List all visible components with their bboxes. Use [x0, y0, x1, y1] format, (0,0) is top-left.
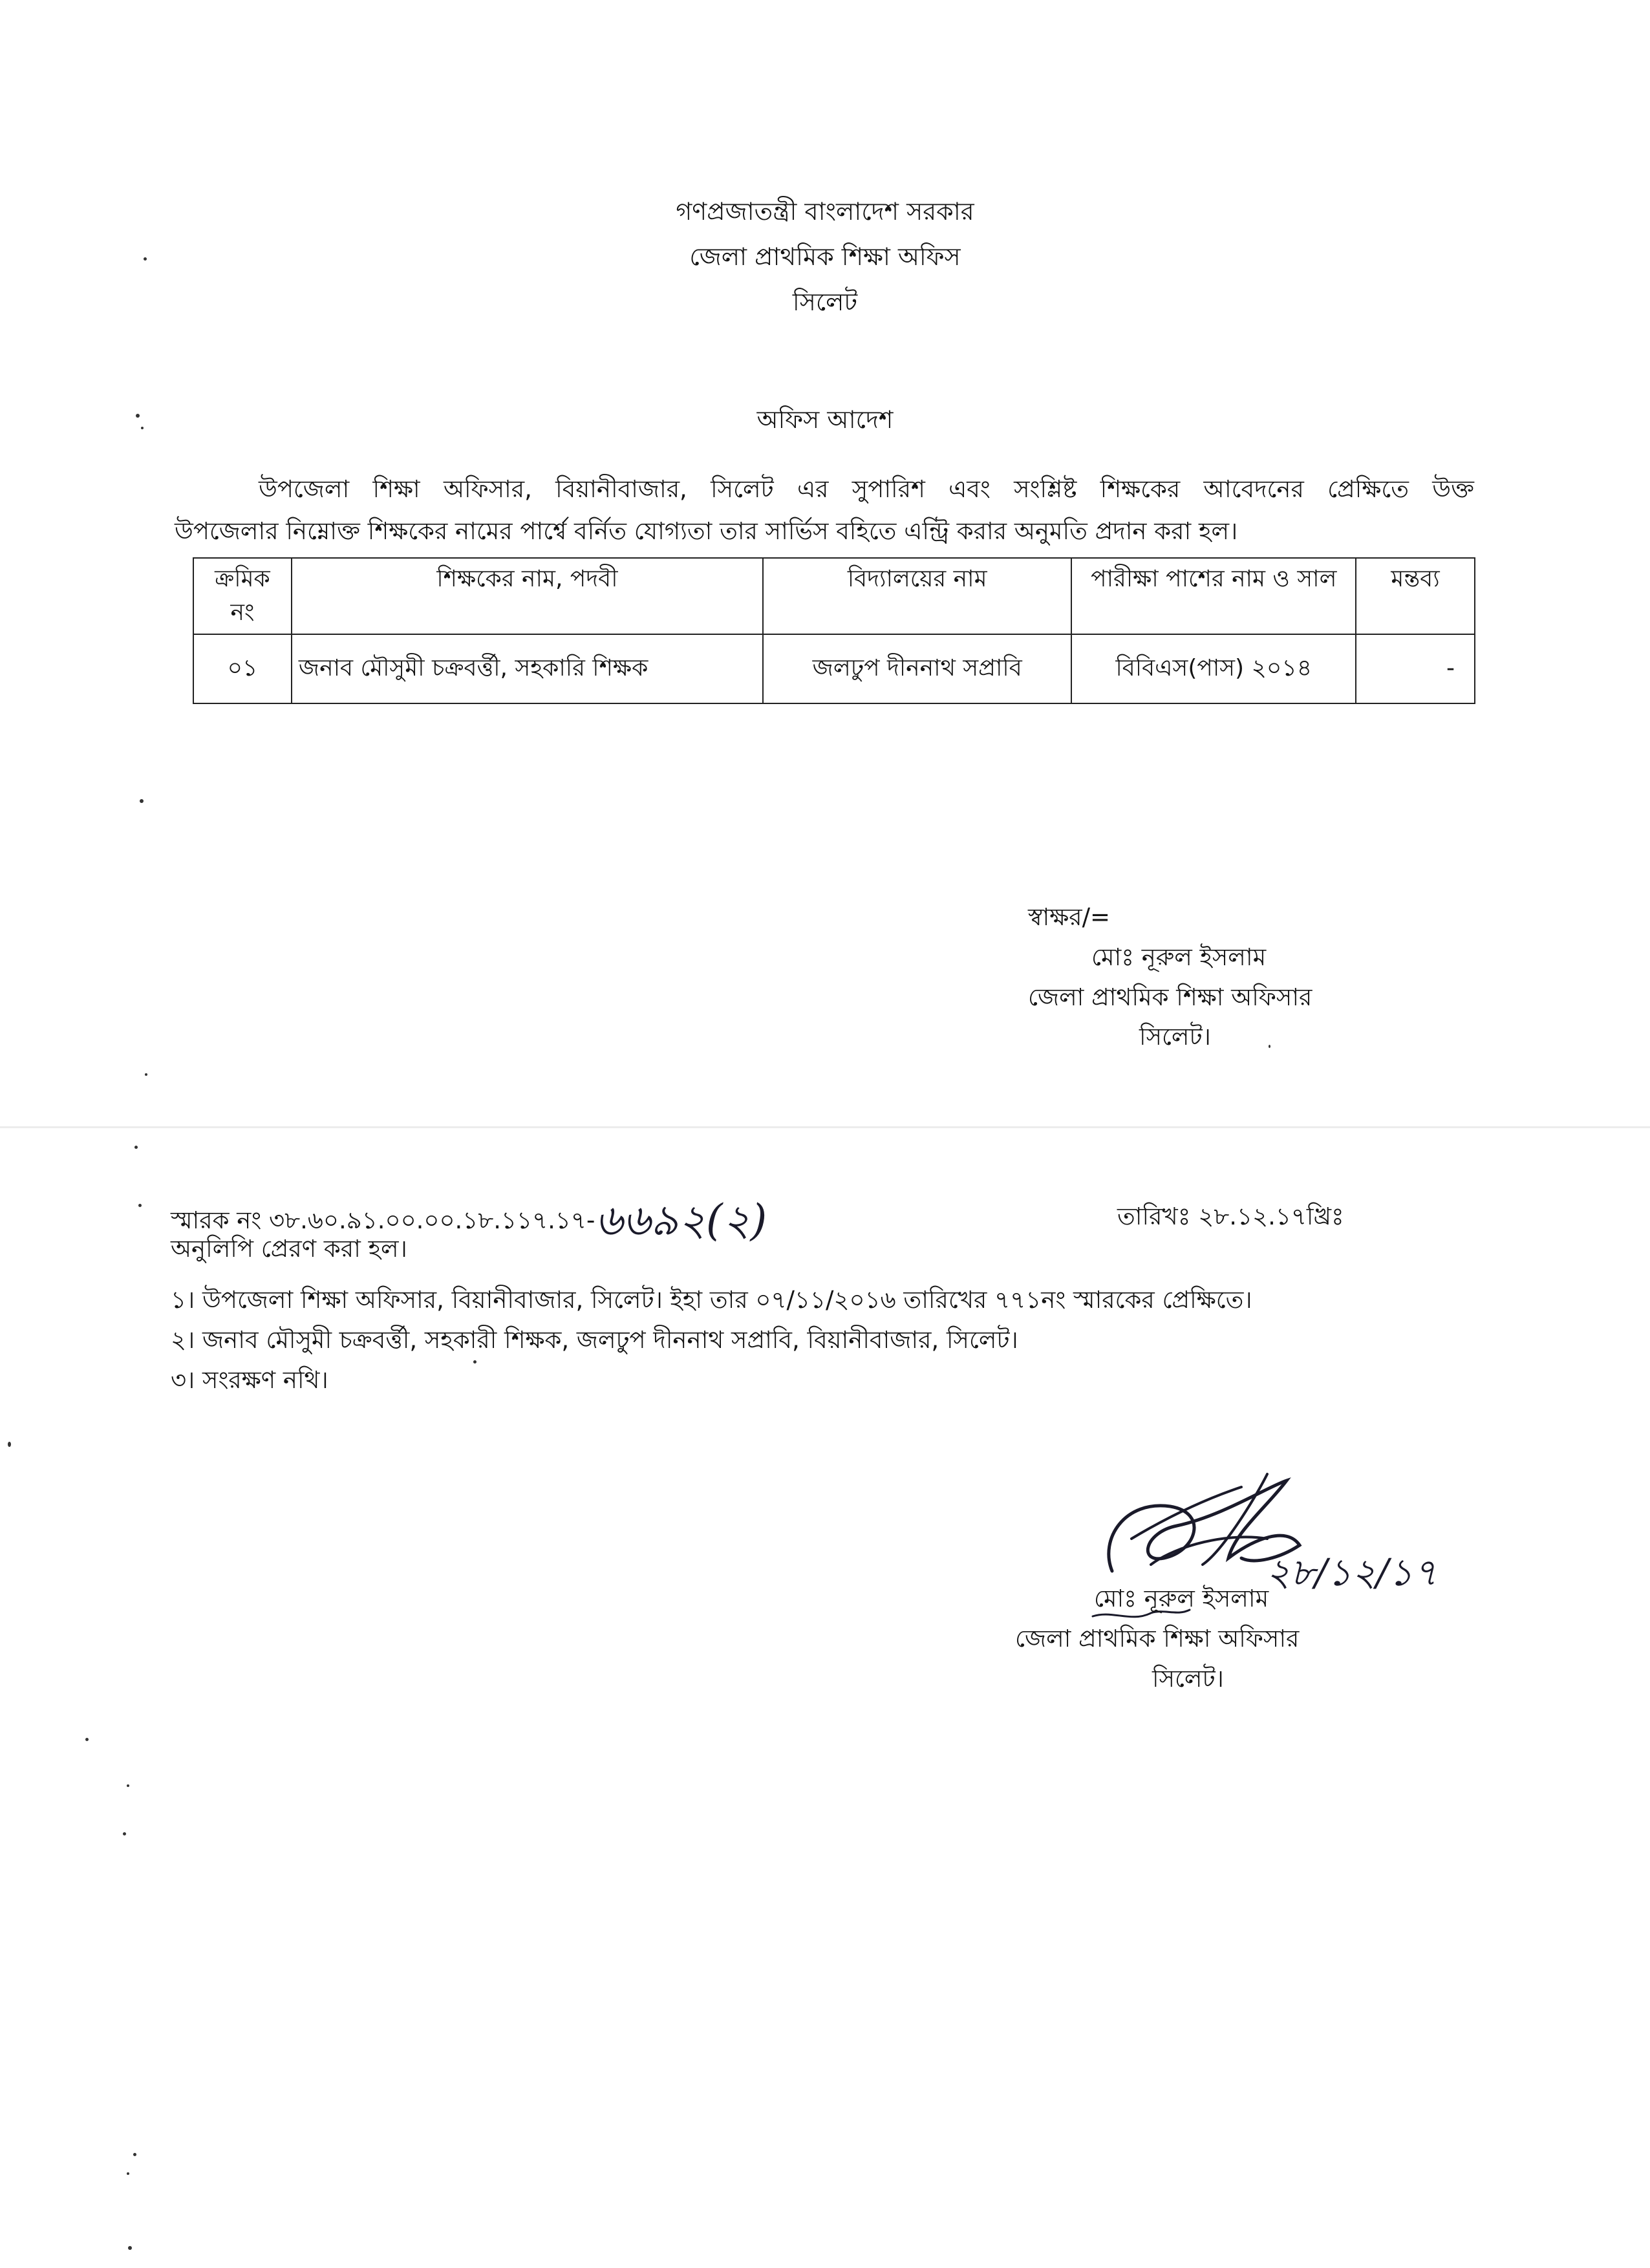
scan-speck — [127, 2172, 129, 2175]
scan-speck — [1269, 1045, 1270, 1048]
scan-speck — [145, 1073, 147, 1076]
cc-item-2: ২। জনাব মৌসুমী চক্রবর্ত্তী, সহকারী শিক্ষক, জলঢুপ দীননাথ সপ্রাবি, বিয়ানীবাজার, সিলেট। — [171, 1326, 1018, 1354]
scan-speck — [144, 257, 147, 261]
table-header-row — [193, 558, 1475, 634]
header-exam-year: পারীক্ষা পাশের নাম ও সাল — [1071, 558, 1356, 634]
cc-intro: অনুলিপি প্রেরণ করা হল। — [171, 1235, 407, 1263]
officer-name-1: মোঃ নূরুল ইসলাম — [1091, 943, 1267, 971]
scan-speck — [85, 1738, 89, 1741]
cell-serial: ০১ — [193, 634, 292, 703]
order-body-line-2: উপজেলার নিম্নোক্ত শিক্ষকের নামের পার্শ্বে বর্নিত যোগ্যতা তার সার্ভিস বহিতে এন্ট্রি করার অনুমতি প্রদান করা হল। — [175, 517, 1238, 545]
header-office: জেলা প্রাথমিক শিক্ষা অফিস — [689, 242, 961, 271]
order-body-line-1: উপজেলা শিক্ষা অফিসার, বিয়ানীবাজার, সিলেট এর সুপারিশ এবং সংশ্লিষ্ট শিক্ষকের আবেদনের প্রেক্ষিতে উক্ত — [259, 475, 1474, 503]
cell-school-name: জলঢুপ দীননাথ সপ্রাবি — [763, 634, 1072, 703]
header-school-name: বিদ্যালয়ের নাম — [763, 558, 1072, 634]
header-remarks: মন্তব্য — [1356, 558, 1475, 634]
scan-speck — [136, 414, 140, 418]
cell-remarks: - — [1356, 634, 1475, 703]
scan-speck — [128, 2246, 132, 2250]
officer-designation-1: জেলা প্রাথমিক শিক্ষা অফিসার — [1028, 983, 1312, 1011]
scan-speck — [141, 427, 144, 429]
scan-speck — [134, 1146, 138, 1149]
header-serial: ক্রমিক নং — [193, 558, 292, 634]
scan-speck — [123, 1832, 126, 1835]
teacher-table — [193, 557, 1475, 704]
signature-date-handwritten: ২৮/১২/১৭ — [1266, 1550, 1438, 1594]
header-teacher-name: শিক্ষকের নাম, পদবী — [292, 558, 763, 634]
memo-number-handwritten: ৬৬৯২(২) — [595, 1195, 767, 1245]
header-government: গণপ্রজাতন্ত্রী বাংলাদেশ সরকার — [676, 197, 974, 226]
scan-speck — [473, 1360, 477, 1364]
officer-designation-2: জেলা প্রাথমিক শিক্ষা অফিসার — [1015, 1625, 1300, 1653]
officer-place-1: সিলেট। — [1139, 1023, 1211, 1051]
memo-number-label: স্মারক নং ৩৮.৬০.৯১.০০.০০.১৮.১১৭.১৭- — [171, 1206, 595, 1234]
cc-item-3: ৩। সংরক্ষণ নথি। — [171, 1366, 328, 1394]
header-district: সিলেট — [792, 288, 858, 316]
cell-teacher-name: জনাব মৌসুমী চক্রবর্ত্তী, সহকারি শিক্ষক — [292, 634, 763, 703]
signed-mark: স্বাক্ষর/= — [1028, 903, 1111, 931]
scan-speck — [140, 799, 144, 803]
table-row — [193, 634, 1475, 703]
scan-speck — [127, 1784, 129, 1787]
order-title: অফিস আদেশ — [756, 405, 894, 434]
officer-name-2: মোঃ নূরুল ইসলাম — [1094, 1585, 1269, 1612]
officer-place-2: সিলেট। — [1152, 1665, 1224, 1693]
memo-date: তারিখঃ ২৮.১২.১৭খ্রিঃ — [1117, 1203, 1344, 1230]
cc-item-1: ১। উপজেলা শিক্ষা অফিসার, বিয়ানীবাজার, সিলেট। ইহা তার ০৭/১১/২০১৬ তারিখের ৭৭১নং স্মারকের প্রেক্ষিতে। — [171, 1286, 1252, 1314]
paper-fold — [0, 1126, 1650, 1128]
cell-exam-year: বিবিএস(পাস) ২০১৪ — [1071, 634, 1356, 703]
scan-speck — [133, 2153, 136, 2156]
scan-speck — [138, 1204, 142, 1207]
scan-speck — [8, 1442, 11, 1447]
